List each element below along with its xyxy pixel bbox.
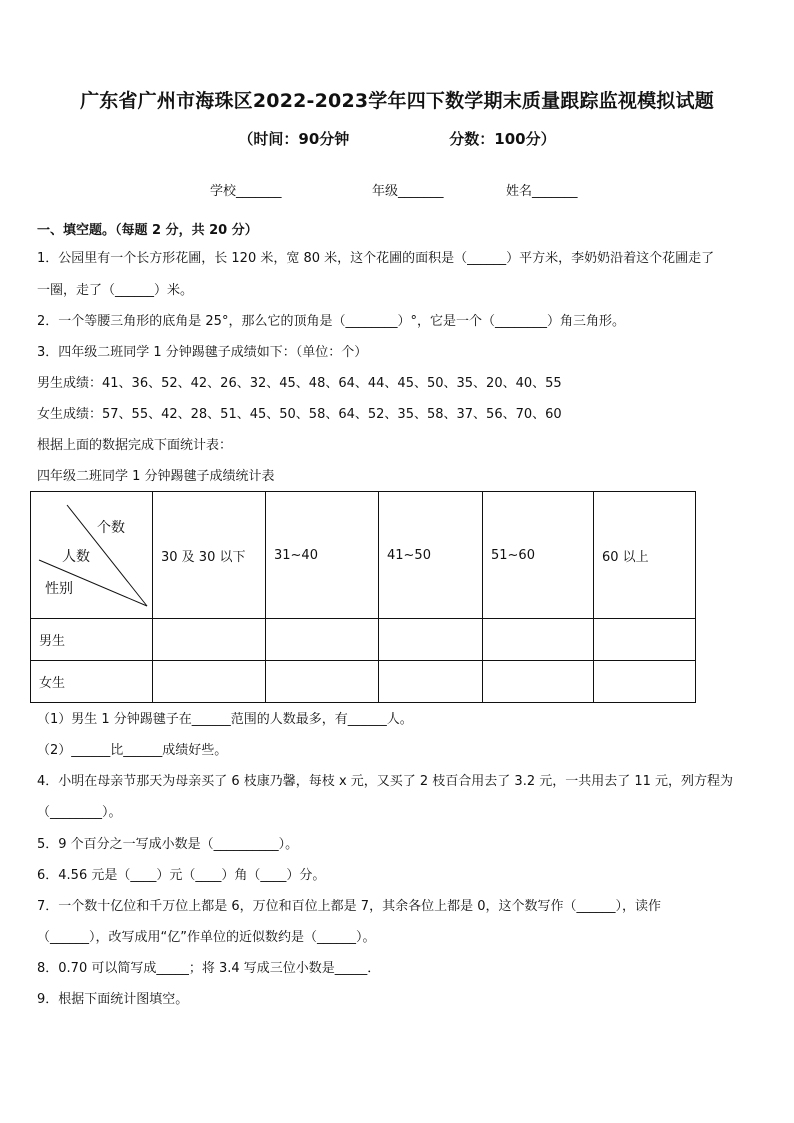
- question-2: 2．一个等腰三角形的底角是 25°，那么它的顶角是（________）°，它是一个（________）角三角形。: [37, 314, 625, 329]
- question-1-line-1: 1．公园里有一个长方形花圃，长 120 米，宽 80 米，这个花圃的面积是（______）平方米，李奶奶沿着这个花圃走了: [37, 251, 715, 266]
- question-3-intro: 3．四年级二班同学 1 分钟踢毽子成绩如下：（单位：个）: [37, 345, 368, 360]
- girls-scores: 女生成绩：57、55、42、28、51、45、50、58、64、52、35、58、37、56、70、60: [37, 407, 562, 422]
- exam-subtitle: [0, 128, 794, 149]
- header-label-count: 个数: [97, 520, 125, 536]
- question-4-line-2: （________）。: [37, 805, 122, 820]
- school-field: 学校_______: [210, 184, 282, 199]
- table-cell[interactable]: [266, 619, 379, 661]
- table-instruction: 根据上面的数据完成下面统计表：: [37, 438, 233, 453]
- table-cell[interactable]: [483, 619, 594, 661]
- diagonal-lines: [31, 492, 152, 618]
- section-heading: 一、填空题。（每题 2 分，共 20 分）: [37, 223, 258, 238]
- question-4-line-1: 4．小明在母亲节那天为母亲买了 6 枝康乃馨，每枝 x 元，又买了 2 枝百合用去了 3.2 元，一共用去了 11 元，列方程为: [37, 774, 734, 789]
- table-cell[interactable]: [379, 661, 483, 703]
- column-header: 41~50: [379, 492, 483, 619]
- table-cell[interactable]: [594, 619, 696, 661]
- question-3-sub-2: （2）______比______成绩好些。: [37, 743, 228, 758]
- table-cell[interactable]: [594, 661, 696, 703]
- question-9: 9．根据下面统计图填空。: [37, 992, 189, 1007]
- total-score: 分数：100分）: [449, 130, 556, 148]
- column-header: 60 以上: [594, 492, 696, 619]
- stats-table: [30, 491, 696, 703]
- table-row: [31, 661, 696, 703]
- diagonal-header-cell: [31, 492, 153, 619]
- question-7-line-1: 7．一个数十亿位和千万位上都是 6，万位和百位上都是 7，其余各位上都是 0，这个数写作（______），读作: [37, 899, 661, 914]
- column-header: 31~40: [266, 492, 379, 619]
- row-label-boys: 男生: [31, 619, 153, 661]
- table-cell[interactable]: [379, 619, 483, 661]
- table-title: 四年级二班同学 1 分钟踢毽子成绩统计表: [37, 469, 275, 484]
- time-limit: （时间：90分钟: [238, 130, 350, 148]
- question-6: 6．4.56 元是（____）元（____）角（____）分。: [37, 868, 326, 883]
- exam-title: 广东省广州市海珠区2022-2023学年四下数学期末质量跟踪监视模拟试题: [80, 90, 714, 112]
- table-cell[interactable]: [266, 661, 379, 703]
- table-row: [31, 619, 696, 661]
- question-3-sub-1: （1）男生 1 分钟踢毽子在______范围的人数最多，有______人。: [37, 712, 413, 727]
- grade-field: 年级_______: [372, 184, 444, 199]
- question-8: 8．0.70 可以简写成_____；将 3.4 写成三位小数是_____．: [37, 961, 381, 976]
- question-1-line-2: 一圈，走了（______）米。: [37, 283, 194, 298]
- table-cell[interactable]: [153, 619, 266, 661]
- name-field: 姓名_______: [506, 184, 578, 199]
- question-5: 5．9 个百分之一写成小数是（__________）。: [37, 837, 299, 852]
- table-header-row: [31, 492, 696, 619]
- boys-scores: 男生成绩：41、36、52、42、26、32、45、48、64、44、45、50、35、20、40、55: [37, 376, 562, 391]
- column-header: 30 及 30 以下: [153, 492, 266, 619]
- table-cell[interactable]: [153, 661, 266, 703]
- header-label-gender: 性别: [45, 581, 73, 597]
- table-cell[interactable]: [483, 661, 594, 703]
- question-7-line-2: （______），改写成用“亿”作单位的近似数约是（______）。: [37, 930, 376, 945]
- header-label-people: 人数: [62, 549, 90, 565]
- row-label-girls: 女生: [31, 661, 153, 703]
- column-header: 51~60: [483, 492, 594, 619]
